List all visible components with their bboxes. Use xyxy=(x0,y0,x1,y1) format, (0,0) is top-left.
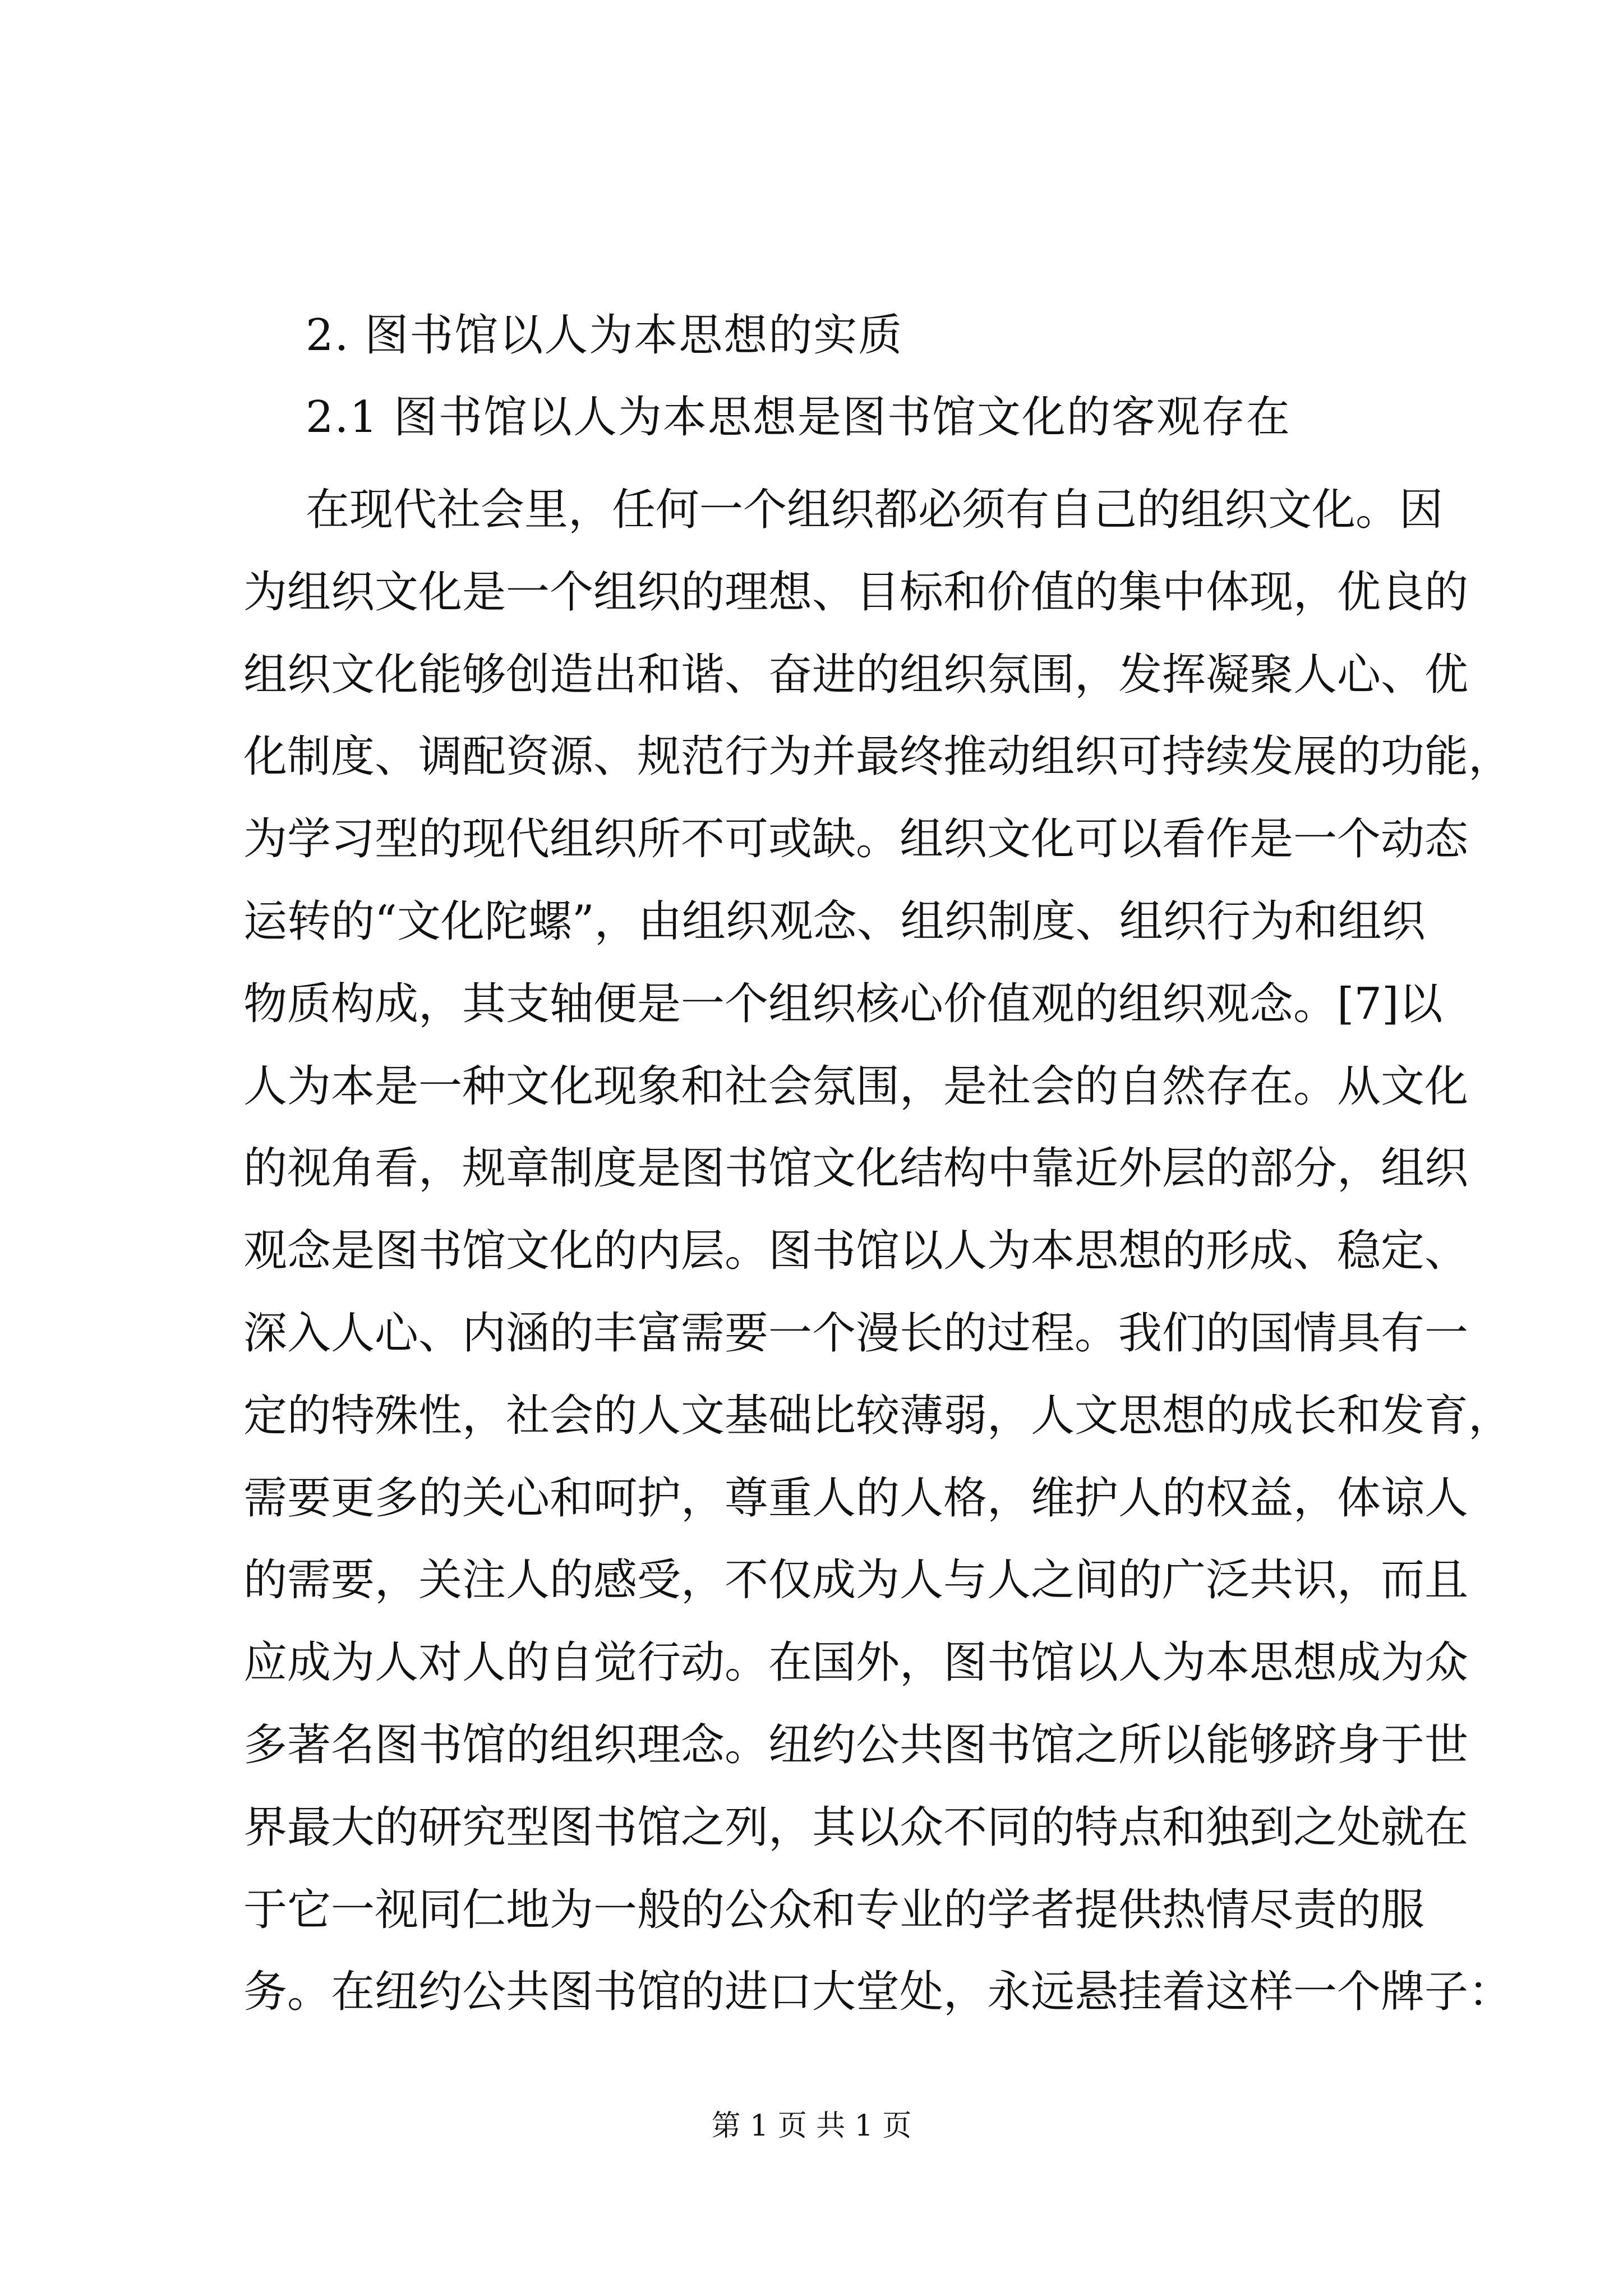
paragraph-line: 多著名图书馆的组织理念。纽约公共图书馆之所以能够跻身于世 xyxy=(243,1719,1469,1770)
page-footer: 第 1 页 共 1 页 xyxy=(711,2109,912,2143)
paragraph-line: 定的特殊性，社会的人文基础比较薄弱，人文思想的成长和发育， xyxy=(243,1390,1513,1441)
paragraph-line: 化制度、调配资源、规范行为并最终推动组织可持续发展的功能， xyxy=(243,731,1513,783)
paragraph-line: 为组织文化是一个组织的理想、目标和价值的集中体现，优良的 xyxy=(243,567,1469,618)
section-heading: 2. 图书馆以人为本思想的实质 xyxy=(306,310,903,361)
paragraph-line: 深入人心、内涵的丰富需要一个漫长的过程。我们的国情具有一 xyxy=(243,1308,1469,1359)
paragraph-line: 的视角看，规章制度是图书馆文化结构中靠近外层的部分，组织 xyxy=(243,1143,1469,1194)
paragraph-line: 在现代社会里，任何一个组织都必须有自己的组织文化。因 xyxy=(306,485,1444,535)
body-paragraph xyxy=(243,469,1513,2033)
paragraph-line: 组织文化能够创造出和谐、奋进的组织氛围，发挥凝聚人心、优 xyxy=(243,649,1469,700)
subsection-heading: 2.1 图书馆以人为本思想是图书馆文化的客观存在 xyxy=(306,392,1291,443)
paragraph-line: 物质构成，其支轴便是一个组织核心价值观的组织观念。[7]以 xyxy=(243,978,1443,1029)
paragraph-line: 务。在纽约公共图书馆的进口大堂处，永远悬挂着这样一个牌子： xyxy=(243,1967,1513,2018)
paragraph-line: 人为本是一种文化现象和社会氛围，是社会的自然存在。从文化 xyxy=(243,1061,1469,1112)
paragraph-line: 观念是图书馆文化的内层。图书馆以人为本思想的形成、稳定、 xyxy=(243,1226,1469,1277)
paragraph-line: 的需要，关注人的感受，不仅成为人与人之间的广泛共识，而且 xyxy=(243,1555,1469,1606)
paragraph-line: 运转的“文化陀螺”，由组织观念、组织制度、组织行为和组织 xyxy=(243,896,1426,947)
paragraph-line: 应成为人对人的自觉行动。在国外，图书馆以人为本思想成为众 xyxy=(243,1637,1469,1688)
paragraph-line: 为学习型的现代组织所不可或缺。组织文化可以看作是一个动态 xyxy=(243,814,1469,865)
paragraph-line: 需要更多的关心和呵护，尊重人的人格，维护人的权益，体谅人 xyxy=(243,1473,1469,1524)
paragraph-line: 于它一视同仁地为一般的公众和专业的学者提供热情尽责的服 xyxy=(243,1884,1425,1935)
paragraph-line: 界最大的研究型图书馆之列，其以众不同的特点和独到之处就在 xyxy=(243,1802,1469,1853)
